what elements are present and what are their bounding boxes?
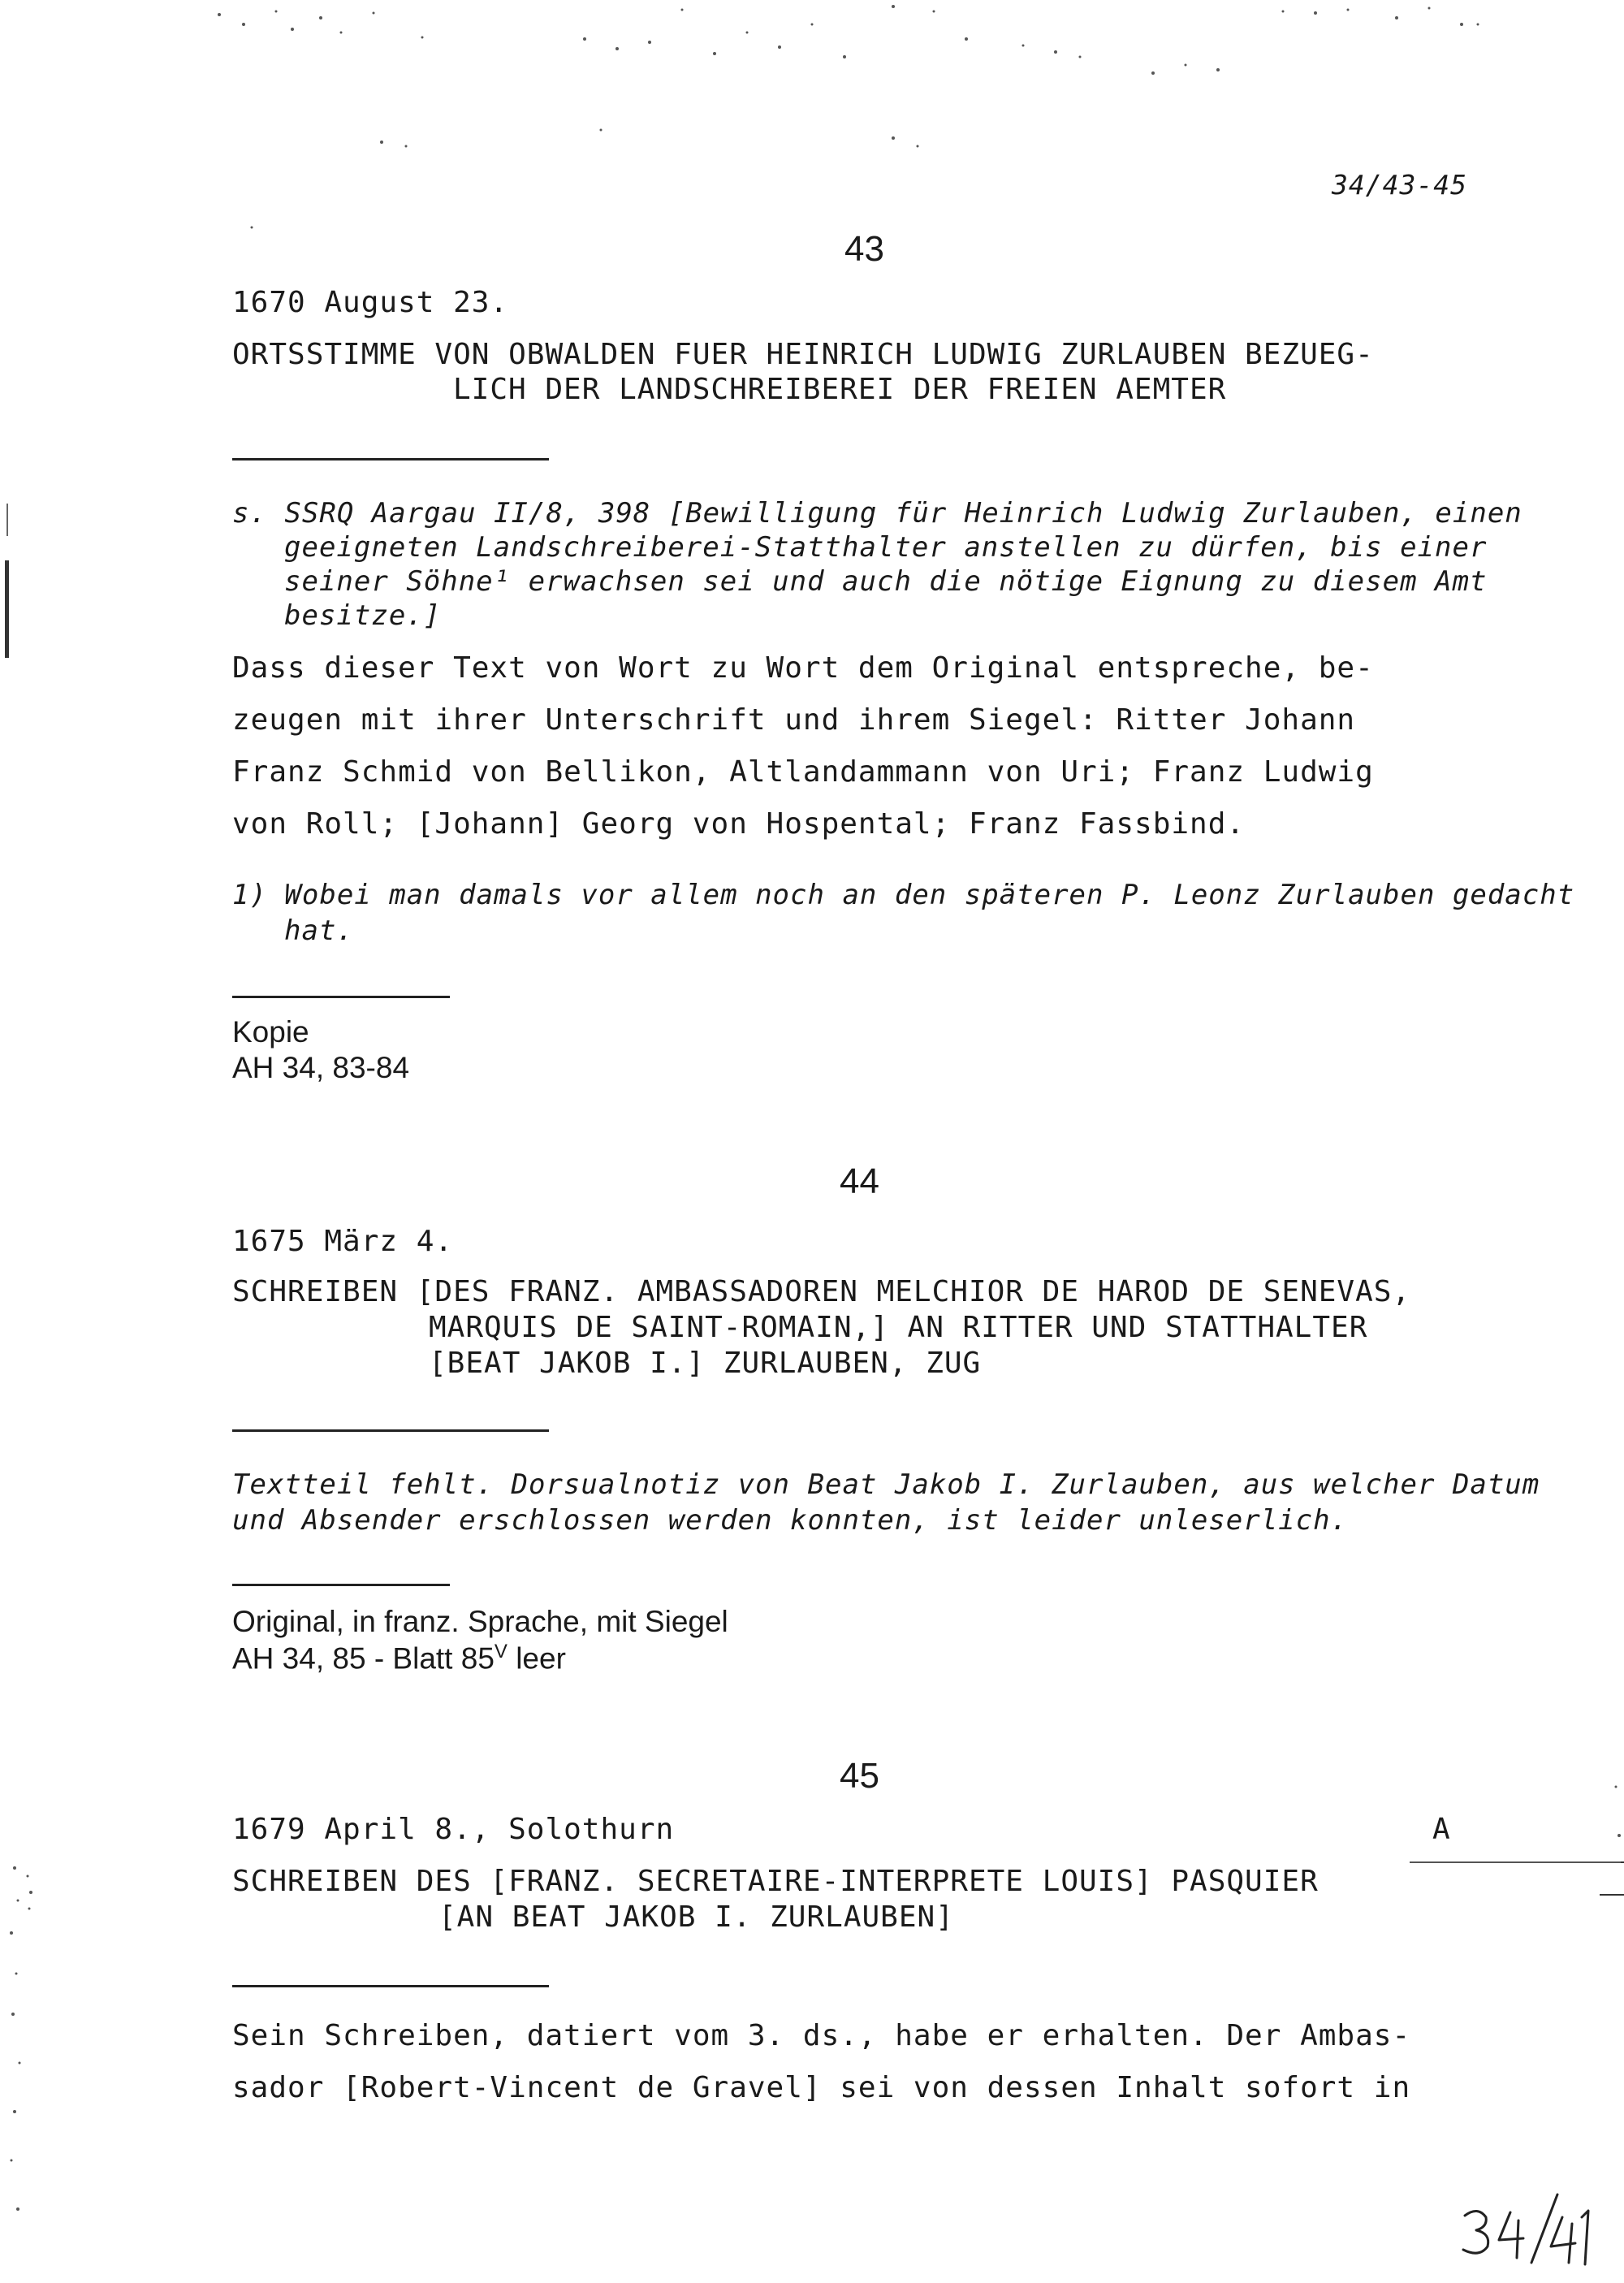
source-line: [232, 1641, 566, 1675]
separator-rule: [232, 1584, 450, 1586]
source-line: AH 34, 83-84: [232, 1051, 410, 1084]
entry-title-line: LICH DER LANDSCHREIBEREI DER FREIEN AEMTER: [453, 373, 1227, 406]
entry-marker: A: [1432, 1813, 1451, 1846]
separator-rule: [232, 458, 549, 460]
footnote-line: hat.: [284, 914, 354, 947]
entry-title-line: [BEAT JAKOB I.] ZURLAUBEN, ZUG: [429, 1347, 982, 1380]
note-line: seiner Söhne¹ erwachsen sei und auch die nötige Eignung zu diesem Amt: [284, 565, 1488, 598]
entry-number: 43: [844, 229, 884, 269]
entry-date: 1675 März 4.: [232, 1225, 454, 1258]
handwritten-page-stamp: [1453, 2185, 1600, 2274]
entry-title-line: SCHREIBEN [DES FRANZ. AMBASSADOREN MELCHIOR DE HAROD DE SENEVAS,: [232, 1275, 1411, 1308]
separator-rule: [232, 1429, 549, 1432]
separator-rule: [232, 996, 450, 998]
body-line: Sein Schreiben, datiert vom 3. ds., habe er erhalten. Der Ambas-: [232, 2019, 1411, 2052]
body-line: sador [Robert-Vincent de Gravel] sei von dessen Inhalt sofort in: [232, 2071, 1411, 2104]
body-line: zeugen mit ihrer Unterschrift und ihrem Siegel: Ritter Johann: [232, 703, 1356, 737]
note-line: Textteil fehlt. Dorsualnotiz von Beat Jakob I. Zurlauben, aus welcher Datum: [232, 1468, 1540, 1501]
entry-number: 45: [840, 1756, 879, 1796]
source-superscript: V: [494, 1641, 508, 1663]
page-reference: 34/43-45: [1332, 169, 1467, 201]
footnote-line: 1) Wobei man damals vor allem noch an den späteren P. Leonz Zurlauben gedacht: [232, 879, 1575, 911]
body-line: Dass dieser Text von Wort zu Wort dem Original entspreche, be-: [232, 651, 1374, 685]
entry-title-line: ORTSSTIMME VON OBWALDEN FUER HEINRICH LUDWIG ZURLAUBEN BEZUEG-: [232, 338, 1374, 371]
entry-date: 1679 April 8., Solothurn: [232, 1813, 675, 1846]
body-line: Franz Schmid von Bellikon, Altlandammann von Uri; Franz Ludwig: [232, 755, 1374, 789]
entry-title-line: SCHREIBEN DES [FRANZ. SECRETAIRE-INTERPRETE LOUIS] PASQUIER: [232, 1865, 1319, 1898]
entry-date: 1670 August 23.: [232, 286, 509, 319]
note-line: s. SSRQ Aargau II/8, 398 [Bewilligung für Heinrich Ludwig Zurlauben, einen: [232, 497, 1522, 530]
note-line: geeigneten Landschreiberei-Statthalter anstellen zu dürfen, bis einer: [284, 531, 1488, 564]
entry-title-line: MARQUIS DE SAINT-ROMAIN,] AN RITTER UND STATTHALTER: [429, 1311, 1368, 1344]
entry-number: 44: [840, 1161, 879, 1201]
note-line: und Absender erschlossen werden konnten, ist leider unleserlich.: [232, 1504, 1349, 1537]
source-line-text: AH 34, 85 - Blatt 85: [232, 1641, 495, 1675]
source-line: Original, in franz. Sprache, mit Siegel: [232, 1605, 728, 1638]
source-line-text: leer: [516, 1641, 566, 1675]
source-line: Kopie: [232, 1015, 309, 1049]
separator-rule: [232, 1985, 549, 1987]
entry-title-line: [AN BEAT JAKOB I. ZURLAUBEN]: [438, 1900, 954, 1934]
body-line: von Roll; [Johann] Georg von Hospental; Franz Fassbind.: [232, 807, 1246, 841]
note-line: besitze.]: [284, 599, 442, 632]
